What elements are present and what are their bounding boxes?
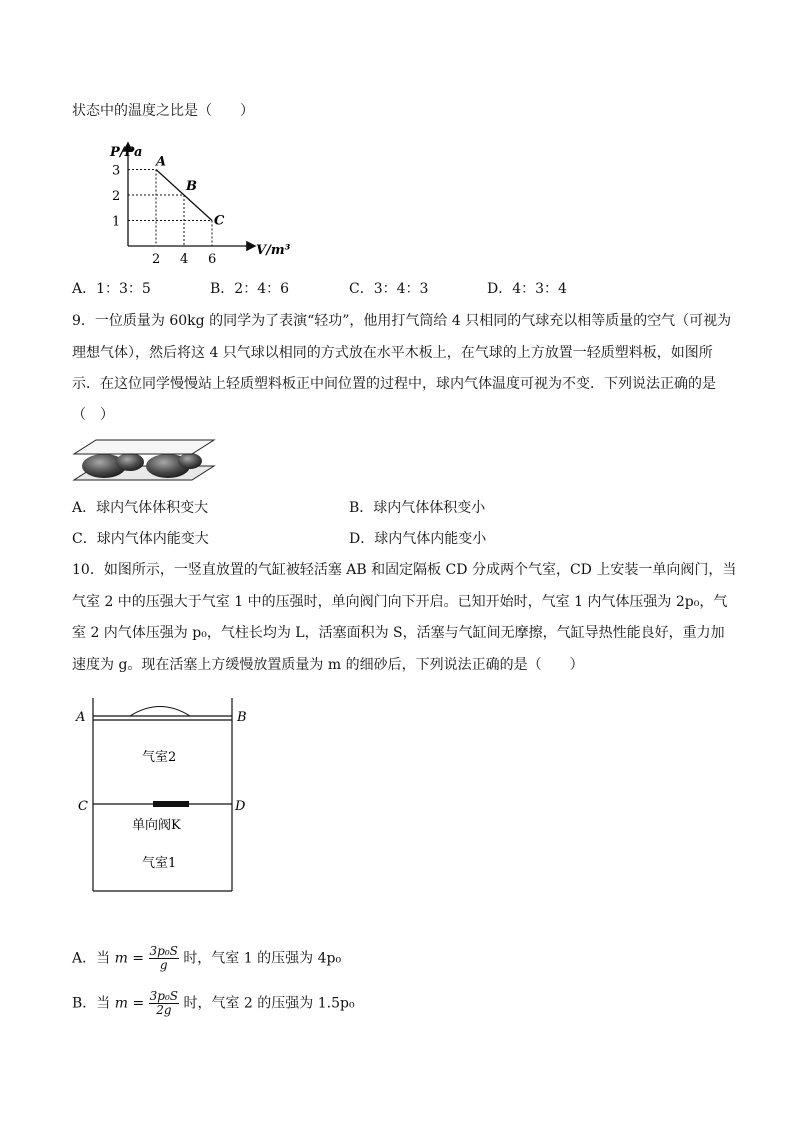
q8-option-b: B．2：4：6 (210, 281, 290, 297)
q10-stem-line-4: 速度为 g。现在活塞上方缓慢放置质量为 m 的细砂后，下列说法正确的是（ ） (72, 657, 584, 673)
q10-option-a-prefix: A．当 (72, 950, 111, 967)
q10-option-b-prefix: B．当 (72, 995, 111, 1012)
fraction-denominator: g (159, 958, 168, 972)
q9-balloon-figure (72, 436, 217, 486)
sand-pile (130, 707, 190, 717)
balloon (116, 453, 144, 471)
q9-option-a: A．球内气体体积变大 (72, 500, 209, 516)
q10-stem-line-3: 室 2 内气体压强为 p₀，气柱长均为 L，活塞面积为 S，活塞与气缸间无摩擦，气缸导热性能良好，重力加 (72, 625, 725, 641)
q10-option-a-m: m = (114, 950, 145, 967)
q8-option-c: C．3：4：3 (349, 281, 429, 297)
x-tick-label: 6 (208, 252, 217, 265)
q9-stem-line-4: （ ） (72, 407, 114, 423)
q9-option-c: C．球内气体内能变大 (72, 531, 209, 547)
q9-stem-line-2: 理想气体），然后将这 4 只气球以相同的方式放在水平木板上，在气球的上方放置一轻质塑料板，如图所 (72, 345, 713, 361)
x-axis-label: V/m³ (256, 243, 290, 258)
q10-option-b (72, 990, 355, 1017)
x-tick-label: 2 (152, 252, 161, 265)
point-label-c: C (214, 213, 225, 229)
q9-option-b: B．球内气体体积变小 (349, 500, 486, 516)
x-tick-label: 4 (180, 252, 189, 265)
q8-option-d: D．4：3：4 (487, 281, 567, 297)
point-label-a: A (156, 154, 167, 170)
q9-stem-line-3: 示．在这位同学慢慢站上轻质塑料板正中间位置的过程中，球内气体温度可视为不变．下列说法正确的是 (72, 376, 716, 392)
q8-stem-tail: 状态中的温度之比是（ ） (72, 103, 254, 119)
label-valve: 单向阀K (132, 818, 181, 833)
label-d: D (235, 799, 246, 814)
label-b: B (237, 710, 247, 725)
q10-stem-line-1: 10．如图所示，一竖直放置的气缸被轻活塞 AB 和固定隔板 CD 分成两个气室，CD 上安装一单向阀门，当 (72, 562, 737, 578)
fraction-denominator: 2g (156, 1003, 172, 1017)
fraction-numerator: 3p₀S (149, 989, 179, 1003)
q10-cylinder-figure (72, 694, 262, 894)
q10-option-a-suffix: 时，气室 1 的压强为 4p₀ (183, 950, 342, 967)
q10-option-a (72, 945, 341, 972)
q10-option-a-fraction (149, 945, 179, 972)
q8-option-a: A．1：3：5 (72, 281, 151, 297)
y-tick-label: 2 (112, 189, 121, 204)
y-axis-label: P/Pa (110, 145, 143, 160)
label-chamber-2: 气室2 (142, 750, 177, 765)
label-c: C (78, 799, 88, 814)
q9-option-d: D．球内气体内能变小 (349, 531, 487, 547)
q10-option-b-m: m = (114, 995, 145, 1012)
q9-stem-line-1: 9．一位质量为 60kg 的同学为了表演“轻功”，他用打气筒给 4 只相同的气球充以相等质量的空气（可视为 (72, 313, 732, 329)
fraction-numerator: 3p₀S (149, 944, 178, 958)
label-a: A (76, 710, 86, 725)
top-board (74, 440, 214, 454)
valve-k (153, 801, 189, 807)
y-tick-label: 1 (112, 214, 121, 230)
balloon (178, 453, 202, 469)
point-label-b: B (186, 179, 197, 194)
q10-option-b-suffix: 时，气室 2 的压强为 1.5p₀ (183, 995, 355, 1012)
y-tick-label: 3 (112, 163, 121, 179)
q8-pv-graph (90, 140, 290, 265)
q10-stem-line-2: 气室 2 中的压强大于气室 1 中的压强时，单向阀门向下开启。已知开始时，气室 1 内气体压强为 2p₀，气 (72, 594, 728, 610)
label-chamber-1: 气室1 (142, 856, 177, 871)
q10-option-b-fraction (149, 990, 179, 1017)
